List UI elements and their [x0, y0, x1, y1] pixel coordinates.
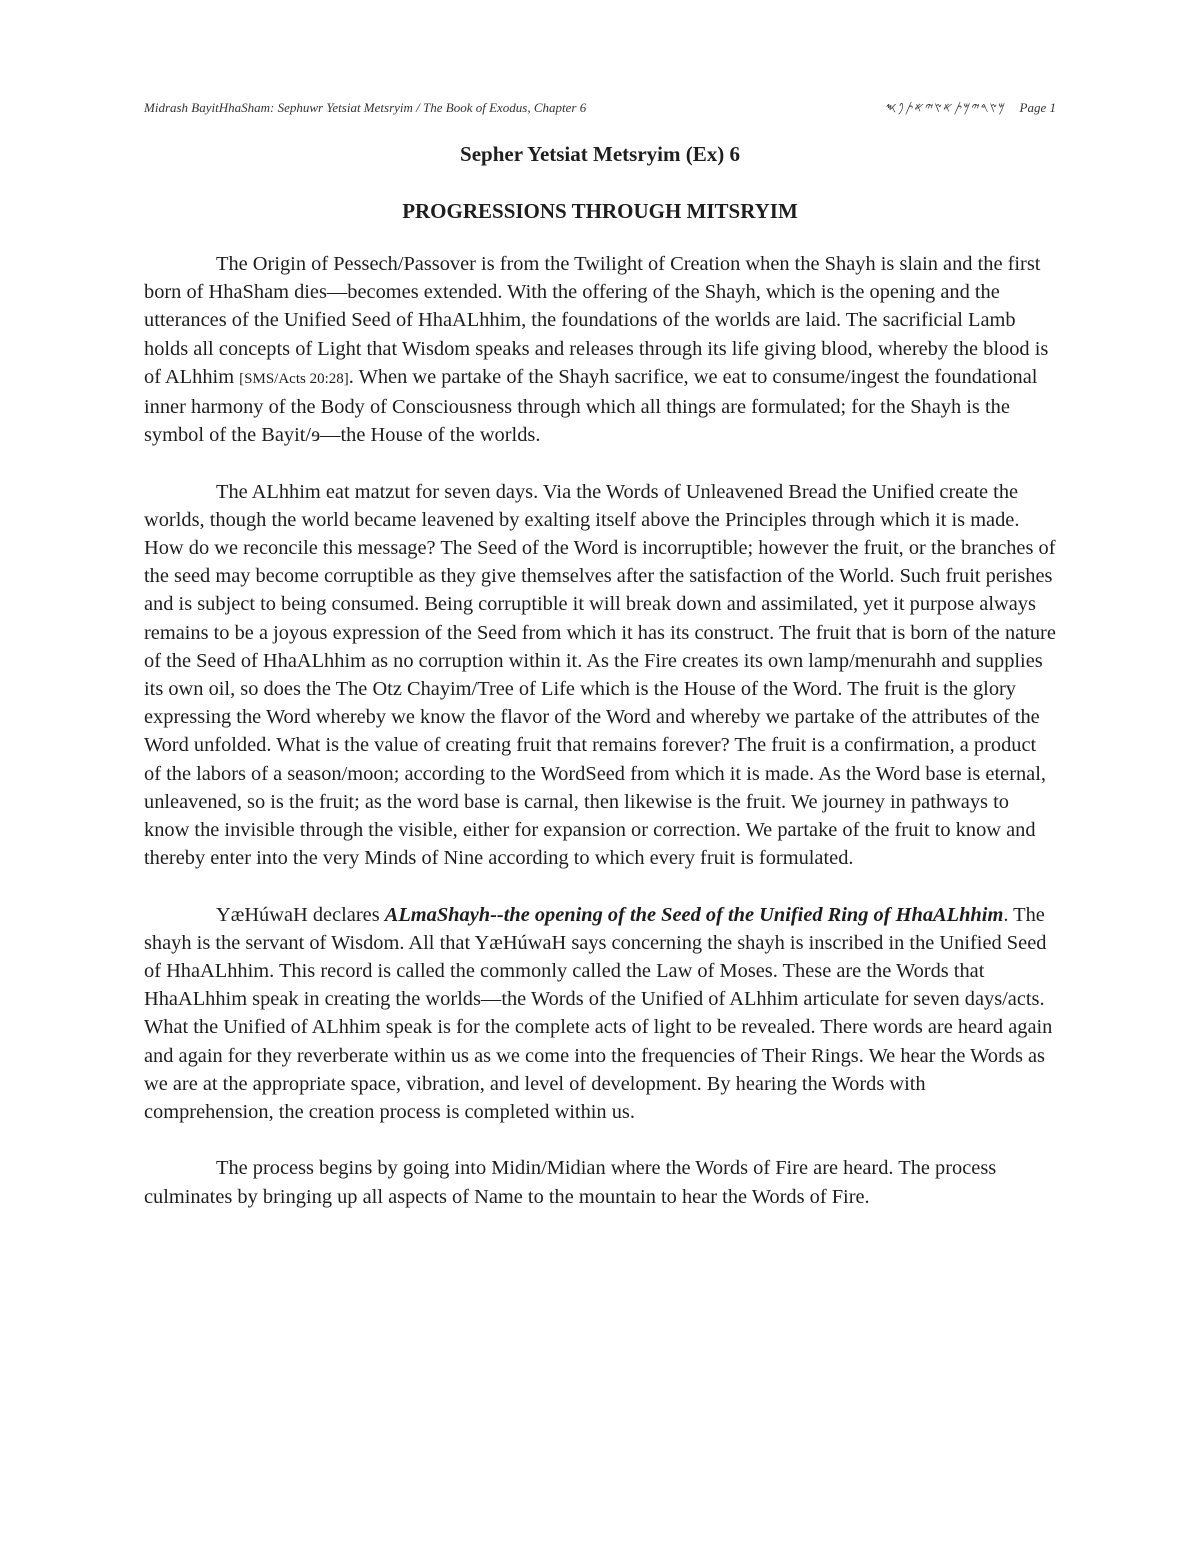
- paleo-hebrew-glyphs: 𐤌𐤑𐤓𐤉𐤌𐤕𐤀𐤑𐤉𐤀𐤕𐤐𐤎: [885, 100, 1007, 115]
- paragraph-3-text-a: YæHúwaH declares: [216, 903, 385, 926]
- paragraph-4: The process begins by going into Midin/Midian where the Words of Fire are heard. The process culminates by bringing up all aspects of Name to the mountain to hear the Words of Fire.: [144, 1157, 997, 1208]
- scripture-reference: [SMS/Acts 20:28]: [239, 370, 349, 387]
- paragraph-1-text-a: The Origin of Pessech/Passover is from the Twilight of Creation when the Shayh is slain and the first born of HhaSham dies—becomes extended. With the offering of the Shayh, which is the opening and the utterances of the Unified Seed of HhaALhhim, the foundations of the worlds are laid. The sacrificial Lamb holds all concepts of Light that Wisdom speaks and releases through its life giving blood, whereby the blood is of ALhhim: [144, 253, 1049, 388]
- paragraph-2: The ALhhim eat matzut for seven days. Via the Words of Unleavened Bread the Unified create the worlds, though the world became leavened by exalting itself above the Principles through which it is made. How do we reconcile this message? The Seed of the Word is incorruptible; however the fruit, or the branches of the seed may become corruptible as they give themselves after the satisfaction of the World. Such fruit perishes and is subject to being consumed. Being corruptible it will break down and assimilated, yet it purpose always remains to be a joyous expression of the Seed from which it has its construct. The fruit that is born of the nature of the Seed of HhaALhhim as no corruption within it. As the Fire creates its own lamp/menurahh and supplies its own oil, so does the The Otz Chayim/Tree of Life which is the House of the Word. The fruit is the glory expressing the Word whereby we know the flavor of the Word and whereby we partake of the attributes of the Word unfolded. What is the value of creating fruit that remains forever? The fruit is a confirmation, a product of the labors of a season/moon; according to the WordSeed from which it is made. As the Word base is eternal, unleavened, so is the fruit; as the word base is carnal, then likewise is the fruit. We journey in pathways to know the invisible through the visible, either for expansion or correction. We partake of the fruit to know and thereby enter into the very Minds of Nine according to which every fruit is formulated.: [144, 480, 1056, 870]
- paragraph-1: [144, 250, 1058, 449]
- document-title: Sepher Yetsiat Metsryim (Ex) 6: [460, 142, 740, 166]
- emphasized-phrase: ALmaShayh--the opening of the Seed of the Unified Ring of HhaALhhim: [384, 903, 1004, 926]
- paragraph-3: [144, 901, 1058, 1127]
- document-subtitle: PROGRESSIONS THROUGH MITSRYIM: [402, 199, 798, 223]
- header-right: [886, 100, 1056, 116]
- header-title: Midrash BayitHhaSham: Sephuwr Yetsiat Metsryim / The Book of Exodus, Chapter 6: [144, 100, 587, 115]
- paragraph-3-text-b: . The shayh is the servant of Wisdom. All that YæHúwaH says concerning the shayh is inscribed in the Unified Seed of HhaALhhim. This record is called the commonly called the Law of Moses. These are the Words that HhaALhhim speak in creating the worlds—the Words of the Unified of ALhhim articulate for seven days/acts. What the Unified of ALhhim speak is for the complete acts of light to be revealed. There words are heard again and again for they reverberate within us as we come into the frequencies of Their Rings. We hear the Words as we are at the appropriate space, vibration, and level of development. By hearing the Words with comprehension, the creation process is completed within us.: [144, 903, 1053, 1124]
- page-number: Page 1: [1019, 100, 1056, 115]
- running-header: [144, 100, 1056, 116]
- paragraph-1-text-b: . When we partake of the Shayh sacrifice, we eat to consume/ingest the foundational inner harmony of the Body of Consciousness through which all things are formulated; for the Shayh is the symbol of the Bayit/ɘ—the House of the worlds.: [144, 365, 1038, 447]
- document-body: [144, 250, 1058, 1239]
